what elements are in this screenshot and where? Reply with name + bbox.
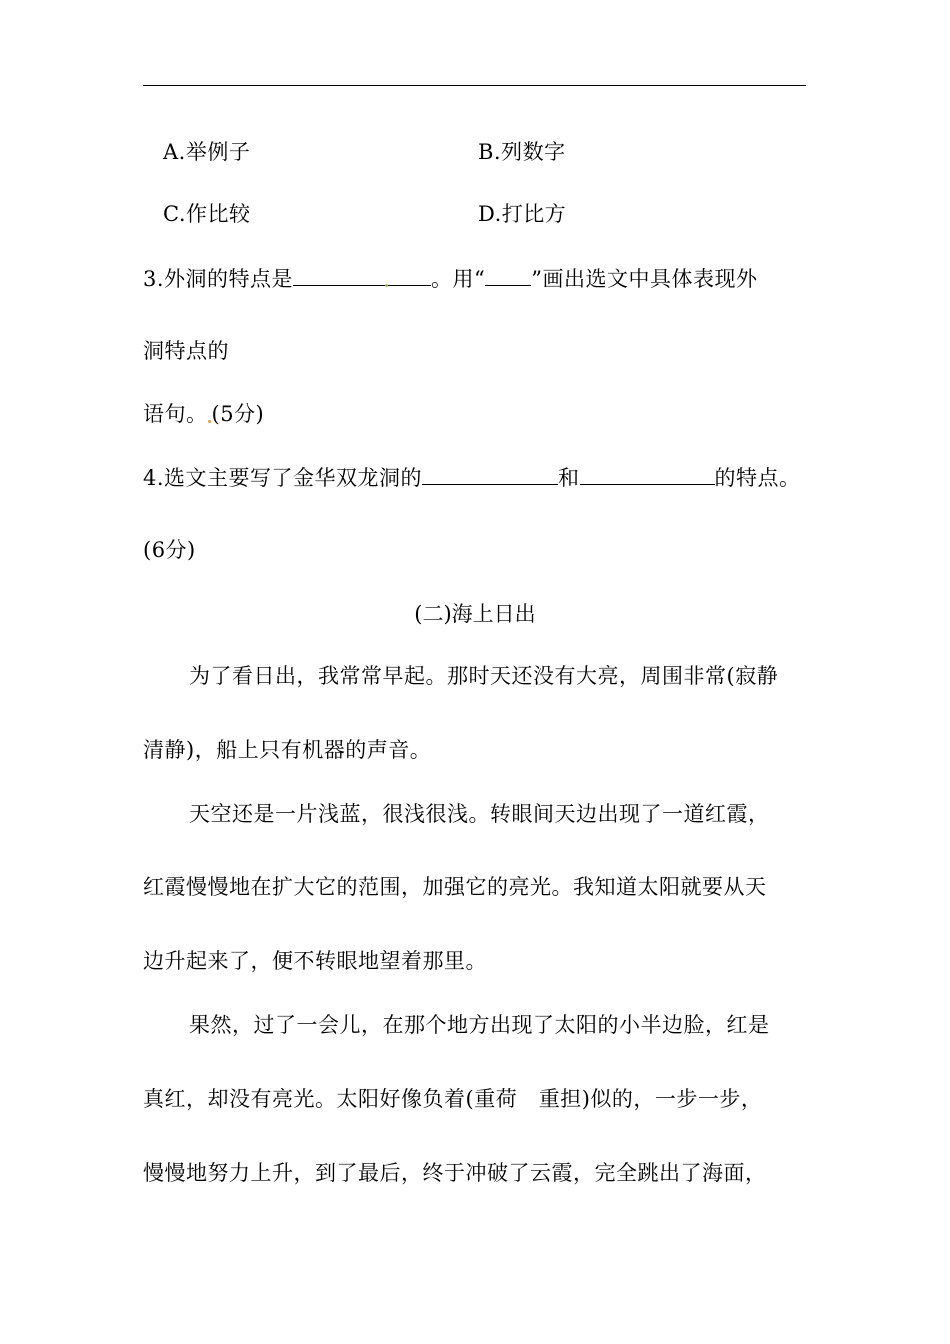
question-3-prefix: 3.外洞的特点是	[143, 267, 294, 291]
option-b: B.列数字	[478, 140, 566, 164]
passage-line-5: 边升起来了，便不转眼地望着那里。	[143, 949, 487, 973]
passage-line-1: 为了看日出，我常常早起。那时天还没有大亮，周围非常(寂静	[189, 664, 779, 688]
question-4-score: (6分)	[143, 538, 196, 562]
passage-line-3: 天空还是一片浅蓝，很浅很浅。转眼间天边出现了一道红霞，	[189, 802, 770, 826]
passage-title: (二)海上日出	[414, 602, 536, 626]
mark-dot	[385, 284, 388, 287]
question-4-suffix: 的特点。	[714, 466, 801, 490]
header-rule	[143, 85, 806, 86]
option-d: D.打比方	[478, 202, 567, 226]
question-3-underline-sample	[485, 263, 531, 286]
question-4-line-1	[143, 462, 801, 492]
question-3-middle: 。用“	[431, 267, 486, 291]
question-4-prefix: 4.选文主要写了金华双龙洞的	[143, 466, 423, 490]
question-3-line-3	[143, 400, 264, 428]
question-4-answer-blank-1[interactable]	[422, 462, 558, 485]
passage-line-2: 清静)，船上只有机器的声音。	[143, 738, 432, 762]
passage-line-7: 真红，却没有亮光。太阳好像负着(重荷 重担)似的，一步一步，	[143, 1087, 763, 1111]
question-3-line-1	[143, 263, 758, 293]
question-3-score: (5分)	[211, 402, 265, 426]
mark-dot-holder	[208, 401, 212, 421]
option-c: C.作比较	[163, 202, 251, 226]
passage-line-6: 果然，过了一会儿，在那个地方出现了太阳的小半边脸，红是	[189, 1013, 770, 1037]
passage-line-8: 慢慢地努力上升，到了最后，终于冲破了云霞，完全跳出了海面，	[143, 1161, 767, 1185]
question-3-line-3-text: 语句。	[143, 402, 208, 426]
passage-line-4: 红霞慢慢地在扩大它的范围，加强它的亮光。我知道太阳就要从天	[143, 875, 767, 899]
question-3-answer-blank[interactable]	[293, 263, 431, 286]
question-3-line-2: 洞特点的	[143, 339, 229, 363]
mark-dot	[208, 420, 211, 423]
question-3-suffix: ”画出选文中具体表现外	[531, 267, 758, 291]
option-a: A.举例子	[163, 140, 251, 164]
question-4-answer-blank-2[interactable]	[580, 462, 715, 485]
question-4-middle: 和	[558, 466, 580, 490]
